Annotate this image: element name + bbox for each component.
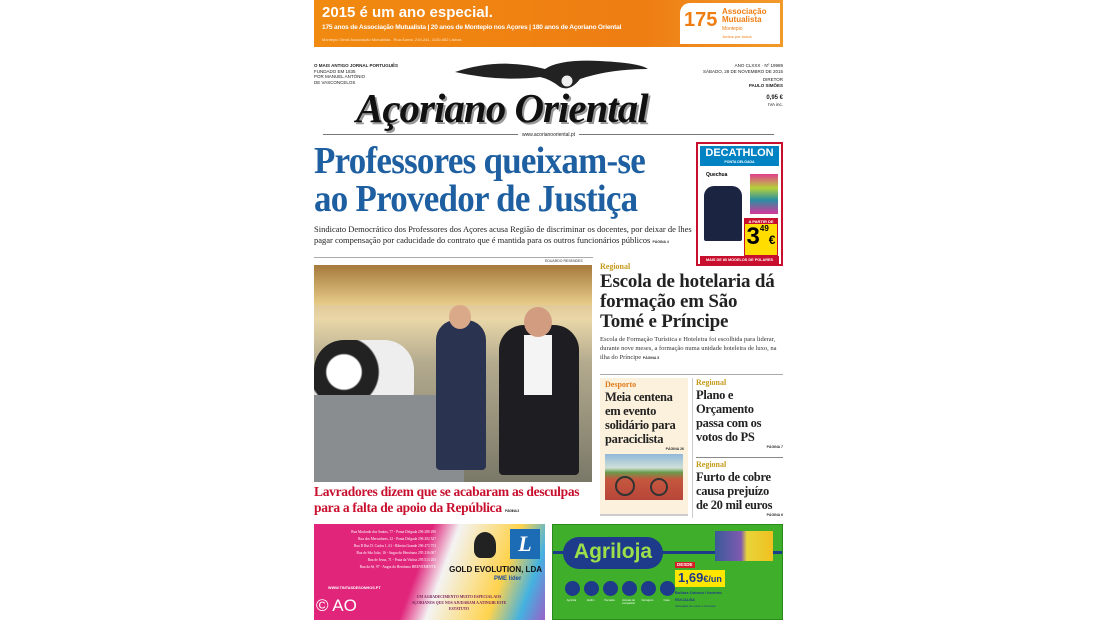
photo-caption-headline[interactable]	[314, 484, 599, 516]
page-reference: PÁGINA 26	[665, 447, 684, 451]
category-label: Ferragens	[641, 599, 654, 602]
pet-icon	[622, 581, 637, 596]
page-reference: PÁGINA 5	[642, 356, 660, 360]
category-label: Agrícola	[566, 599, 577, 602]
founding-line: O MAIS ANTIGO JORNAL PORTUGUÊS	[314, 63, 399, 68]
divider	[314, 257, 593, 258]
price: 0,95 €	[766, 95, 783, 101]
page-reference: PÁGINA 3	[504, 509, 519, 513]
divider	[600, 374, 783, 375]
photo-ceiling	[314, 265, 592, 305]
decathlon-tagline: MAIS DE 80 MODELOS DE POLARES	[700, 256, 779, 264]
category-icons	[565, 581, 675, 596]
lead-deck	[314, 224, 692, 246]
decathlon-logo	[700, 146, 779, 166]
brand: DECATHLON	[705, 147, 774, 159]
banner-fine-print: Montepio Geral Associação Mutualista - Rua Áurea, 219-241, 1100-062 Lisboa	[322, 37, 462, 42]
masthead-founding-info	[314, 63, 398, 85]
story-copper-theft[interactable]	[696, 460, 783, 518]
pme-lider-logo: L	[510, 529, 540, 559]
director-name: PAULO SIMÕES	[748, 82, 783, 88]
category-label: Animais de companhia	[622, 599, 635, 606]
story-headline: Furto de cobre causa prejuízo de 20 mil euros	[696, 470, 773, 512]
gold-evolution-advertisement[interactable]	[314, 524, 545, 620]
category-label: Pecuária	[604, 599, 615, 602]
address: Rua de Jesus, 71 - Praia da Vitória 295 513 205	[367, 558, 436, 562]
banner-title: 2015 é um ano especial.	[322, 4, 493, 21]
website-url[interactable]: www.acorianooriental.pt	[314, 132, 783, 139]
newspaper-title-logo[interactable]: Açoriano Oriental	[356, 85, 648, 131]
deck-text: Sindicato Democrático dos Professores dos Açores acusa Região de discriminar os docentes, por deixar de lhes pagar compensação por caducidade do contrato que é mantida para os outros funcionários públicos	[314, 224, 692, 245]
issue-number: ANO CLXXX · Nº 19989	[734, 63, 783, 68]
logo-number: 175	[684, 9, 718, 31]
agriloja-logo: Agriloja	[563, 537, 663, 569]
page-reference: PÁGINA 4	[652, 240, 669, 244]
store: PONTA DELGADA	[724, 160, 755, 164]
livestock-icon	[603, 581, 618, 596]
currency: €	[768, 233, 776, 247]
price-note: IVA inc.	[768, 102, 783, 107]
store-addresses	[318, 529, 436, 571]
lead-headline[interactable]: Professores queixam-se ao Provedor de Justiça	[314, 140, 646, 220]
pme-badge: PME líder	[494, 576, 522, 582]
column-divider	[692, 378, 693, 518]
fleece-colors-image	[750, 174, 778, 214]
quechua-logo: Quechua	[706, 172, 728, 178]
product-name: Bolbos Outono / Inverno	[675, 590, 722, 595]
price-tag	[744, 218, 778, 256]
banner-subtitle: 175 anos de Associação Mutualista | 20 anos de Montepio nos Açores | 180 anos de Açoriano Oriental	[322, 24, 622, 31]
category-label: Jardim	[586, 599, 595, 602]
photo-credit: EDUARDO RESENDES	[545, 259, 583, 263]
category-labels	[563, 599, 675, 605]
bulbs-product-image	[715, 531, 773, 561]
section-kicker: Regional	[696, 378, 727, 387]
story-budget-plan[interactable]	[696, 378, 783, 450]
price-label: A PARTIR DE	[745, 219, 777, 224]
unit: €/un	[703, 574, 722, 584]
story-headline: Plano e Orçamento passa com os votos do PS	[696, 388, 762, 444]
price-int: 3	[746, 223, 760, 250]
wheel	[615, 476, 635, 496]
section-kicker: Regional	[696, 460, 727, 469]
from-label: DESDE	[677, 562, 693, 567]
logo-brand: Montepio	[722, 26, 743, 32]
section-kicker: Regional	[600, 262, 631, 271]
founding-line: POR MANUEL ANTÓNIO	[314, 74, 366, 79]
story-paracyclist[interactable]	[600, 378, 688, 516]
page-reference: PÁGINA 7	[766, 445, 783, 449]
story-hotel-school[interactable]	[600, 262, 783, 362]
photo-man-left-head	[449, 305, 471, 329]
lead-photo[interactable]	[314, 265, 592, 482]
photo-man-left	[436, 320, 486, 470]
address: Rua Machado dos Santos, 77 - Ponta Delgada 296 288 290	[351, 530, 436, 534]
advertisement-banner-montepio[interactable]	[314, 0, 783, 47]
price-tag	[675, 570, 725, 587]
fleece-image	[704, 186, 742, 241]
website: WWW.TINTASDESONHOS.PT	[328, 586, 381, 590]
hardware-icon	[641, 581, 656, 596]
watermark: © AO	[316, 596, 357, 615]
category-label: Casa	[663, 599, 670, 602]
section-kicker: Desporto	[605, 380, 637, 389]
address: Rua dos Mercadores, 22 - Ponta Delgada 296 282 527	[358, 537, 436, 541]
edition-info	[703, 63, 783, 108]
product-brand: ROCALBA	[675, 597, 695, 602]
address: Rua D Rui D. Carlos 1, 61 - Ribeira Grande 296 473 753	[353, 544, 436, 548]
company-name: GOLD EVOLUTION, LDA	[449, 565, 542, 574]
director-label: DIRETOR	[762, 77, 783, 82]
agriculture-icon	[565, 581, 580, 596]
address: Rua da Sé, 97 - Angra do Heroísmo BREVEMENTE	[359, 565, 436, 569]
issue-date: SÁBADO, 28 DE NOVEMBRO DE 2015	[702, 68, 783, 74]
decathlon-advertisement[interactable]	[696, 142, 783, 266]
photo-shirt	[524, 335, 552, 395]
logo-tag: Juntos por todos	[722, 34, 752, 39]
page-reference: PÁGINA 6	[766, 513, 783, 517]
story-headline: Escola de hotelaria dá formação em São Tomé e Príncipe	[600, 271, 775, 332]
product-note: Variedade de cores e formatos	[675, 604, 716, 608]
woman-logo	[474, 532, 496, 558]
logo-name: Associação Mutualista	[722, 7, 767, 24]
founding-line: FUNDADO EM 1835	[314, 68, 356, 74]
story-body: Escola de Formação Turística e Hoteleira foi escolhida para liderar, durante nove meses, a formação numa unidade hoteleira de luxo, na ilha do Príncipe	[600, 336, 777, 361]
ad-message: UM AGRADECIMENTO MUITO ESPECIAL AOS AÇORIANOS QUE NOS AJUDARAM A ATINGIR ESTE ESTATUTO	[411, 595, 507, 611]
caption-text: Lavradores dizem que se acabaram as desculpas para a falta de apoio da República	[314, 484, 580, 515]
price: 1,69	[678, 570, 704, 585]
story-headline: Meia centena em evento solidário para paraciclista	[605, 390, 676, 446]
address: Rua de São João, 16 - Angra do Heroísmo 295 216 007	[356, 551, 436, 555]
agriloja-advertisement[interactable]	[552, 524, 783, 620]
garden-icon	[584, 581, 599, 596]
paracyclist-photo	[605, 454, 683, 500]
photo-man-right-head	[524, 307, 552, 337]
founding-line: DE VASCONCELOS	[314, 79, 356, 85]
home-icon	[660, 581, 675, 596]
divider	[696, 457, 783, 458]
montepio-logo	[680, 3, 780, 44]
price-dec: 49	[759, 224, 769, 233]
wheel	[650, 478, 668, 496]
